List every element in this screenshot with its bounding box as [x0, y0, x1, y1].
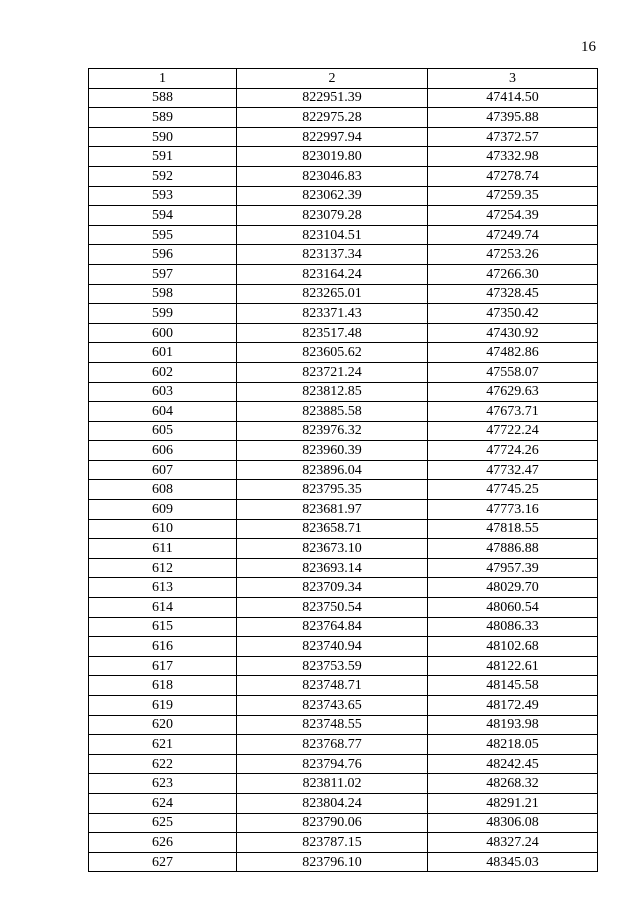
y-coordinate-cell: 48145.58	[428, 676, 598, 696]
y-coordinate-cell: 48291.21	[428, 793, 598, 813]
point-number-cell: 623	[89, 774, 237, 794]
x-coordinate-cell: 823795.35	[237, 480, 428, 500]
y-coordinate-cell: 47253.26	[428, 245, 598, 265]
table-row	[89, 480, 598, 500]
point-number-cell: 617	[89, 656, 237, 676]
x-coordinate-cell: 823790.06	[237, 813, 428, 833]
point-number-cell: 608	[89, 480, 237, 500]
point-number-cell: 613	[89, 578, 237, 598]
x-coordinate-cell: 823605.62	[237, 343, 428, 363]
point-number-cell: 621	[89, 735, 237, 755]
y-coordinate-cell: 47278.74	[428, 166, 598, 186]
table-header	[89, 69, 598, 89]
y-coordinate-cell: 47732.47	[428, 460, 598, 480]
y-coordinate-cell: 47673.71	[428, 402, 598, 422]
point-number-cell: 594	[89, 206, 237, 226]
point-number-cell: 606	[89, 441, 237, 461]
x-coordinate-cell: 823721.24	[237, 362, 428, 382]
point-number-cell: 610	[89, 519, 237, 539]
point-number-cell: 614	[89, 598, 237, 618]
table-row	[89, 284, 598, 304]
x-coordinate-cell: 823693.14	[237, 558, 428, 578]
y-coordinate-cell: 48218.05	[428, 735, 598, 755]
x-coordinate-cell: 823812.85	[237, 382, 428, 402]
header-cell-x-coordinate: 2	[237, 69, 428, 89]
point-number-cell: 622	[89, 754, 237, 774]
point-number-cell: 588	[89, 88, 237, 108]
x-coordinate-cell: 823976.32	[237, 421, 428, 441]
y-coordinate-cell: 47818.55	[428, 519, 598, 539]
point-number-cell: 616	[89, 637, 237, 657]
table-row	[89, 460, 598, 480]
y-coordinate-cell: 48242.45	[428, 754, 598, 774]
table-row	[89, 578, 598, 598]
table-row	[89, 656, 598, 676]
point-number-cell: 598	[89, 284, 237, 304]
y-coordinate-cell: 47558.07	[428, 362, 598, 382]
y-coordinate-cell: 47259.35	[428, 186, 598, 206]
point-number-cell: 590	[89, 127, 237, 147]
point-number-cell: 612	[89, 558, 237, 578]
table-row	[89, 343, 598, 363]
table-row	[89, 754, 598, 774]
table-row	[89, 519, 598, 539]
table-row	[89, 696, 598, 716]
header-cell-y-coordinate: 3	[428, 69, 598, 89]
table-row	[89, 108, 598, 128]
y-coordinate-cell: 47773.16	[428, 500, 598, 520]
table-row	[89, 225, 598, 245]
table-row	[89, 676, 598, 696]
y-coordinate-cell: 47414.50	[428, 88, 598, 108]
table-row	[89, 362, 598, 382]
x-coordinate-cell: 823960.39	[237, 441, 428, 461]
y-coordinate-cell: 47722.24	[428, 421, 598, 441]
x-coordinate-cell: 823062.39	[237, 186, 428, 206]
x-coordinate-cell: 823750.54	[237, 598, 428, 618]
y-coordinate-cell: 47886.88	[428, 539, 598, 559]
y-coordinate-cell: 47254.39	[428, 206, 598, 226]
y-coordinate-cell: 47332.98	[428, 147, 598, 167]
y-coordinate-cell: 48268.32	[428, 774, 598, 794]
table-row	[89, 539, 598, 559]
x-coordinate-cell: 823079.28	[237, 206, 428, 226]
y-coordinate-cell: 48029.70	[428, 578, 598, 598]
x-coordinate-cell: 823104.51	[237, 225, 428, 245]
table-row	[89, 637, 598, 657]
header-cell-point-number: 1	[89, 69, 237, 89]
x-coordinate-cell: 823748.55	[237, 715, 428, 735]
table-row	[89, 88, 598, 108]
point-number-cell: 626	[89, 833, 237, 853]
y-coordinate-cell: 48345.03	[428, 852, 598, 872]
y-coordinate-cell: 47482.86	[428, 343, 598, 363]
y-coordinate-cell: 47957.39	[428, 558, 598, 578]
x-coordinate-cell: 823743.65	[237, 696, 428, 716]
x-coordinate-cell: 822951.39	[237, 88, 428, 108]
table-body	[89, 88, 598, 872]
point-number-cell: 625	[89, 813, 237, 833]
point-number-cell: 591	[89, 147, 237, 167]
y-coordinate-cell: 48193.98	[428, 715, 598, 735]
point-number-cell: 609	[89, 500, 237, 520]
x-coordinate-cell: 823768.77	[237, 735, 428, 755]
y-coordinate-cell: 47372.57	[428, 127, 598, 147]
table-row	[89, 774, 598, 794]
point-number-cell: 615	[89, 617, 237, 637]
point-number-cell: 593	[89, 186, 237, 206]
page-number: 16	[581, 39, 596, 55]
x-coordinate-cell: 823265.01	[237, 284, 428, 304]
y-coordinate-cell: 48086.33	[428, 617, 598, 637]
y-coordinate-cell: 47745.25	[428, 480, 598, 500]
y-coordinate-cell: 48102.68	[428, 637, 598, 657]
point-number-cell: 627	[89, 852, 237, 872]
table-row	[89, 813, 598, 833]
point-number-cell: 620	[89, 715, 237, 735]
y-coordinate-cell: 48060.54	[428, 598, 598, 618]
x-coordinate-cell: 823885.58	[237, 402, 428, 422]
table-row	[89, 402, 598, 422]
table-row	[89, 500, 598, 520]
table-row	[89, 441, 598, 461]
point-number-cell: 601	[89, 343, 237, 363]
x-coordinate-cell: 823787.15	[237, 833, 428, 853]
point-number-cell: 595	[89, 225, 237, 245]
table-row	[89, 852, 598, 872]
table-row	[89, 617, 598, 637]
y-coordinate-cell: 47395.88	[428, 108, 598, 128]
x-coordinate-cell: 822975.28	[237, 108, 428, 128]
point-number-cell: 589	[89, 108, 237, 128]
table-row	[89, 793, 598, 813]
table-row	[89, 382, 598, 402]
point-number-cell: 599	[89, 304, 237, 324]
header-row	[89, 69, 598, 89]
table-row	[89, 715, 598, 735]
x-coordinate-cell: 823673.10	[237, 539, 428, 559]
table-row	[89, 598, 598, 618]
point-number-cell: 618	[89, 676, 237, 696]
y-coordinate-cell: 47350.42	[428, 304, 598, 324]
table-row	[89, 323, 598, 343]
point-number-cell: 607	[89, 460, 237, 480]
x-coordinate-cell: 823740.94	[237, 637, 428, 657]
x-coordinate-cell: 823046.83	[237, 166, 428, 186]
point-number-cell: 600	[89, 323, 237, 343]
table-row	[89, 558, 598, 578]
y-coordinate-cell: 47249.74	[428, 225, 598, 245]
table-row	[89, 186, 598, 206]
x-coordinate-cell: 823804.24	[237, 793, 428, 813]
point-number-cell: 596	[89, 245, 237, 265]
point-number-cell: 603	[89, 382, 237, 402]
table-row	[89, 206, 598, 226]
table-row	[89, 735, 598, 755]
x-coordinate-cell: 823794.76	[237, 754, 428, 774]
x-coordinate-cell: 823811.02	[237, 774, 428, 794]
table-row	[89, 833, 598, 853]
table-row	[89, 264, 598, 284]
y-coordinate-cell: 47266.30	[428, 264, 598, 284]
y-coordinate-cell: 47328.45	[428, 284, 598, 304]
x-coordinate-cell: 823681.97	[237, 500, 428, 520]
y-coordinate-cell: 47430.92	[428, 323, 598, 343]
point-number-cell: 602	[89, 362, 237, 382]
point-number-cell: 597	[89, 264, 237, 284]
y-coordinate-cell: 47629.63	[428, 382, 598, 402]
x-coordinate-cell: 823658.71	[237, 519, 428, 539]
y-coordinate-cell: 48122.61	[428, 656, 598, 676]
x-coordinate-cell: 823371.43	[237, 304, 428, 324]
x-coordinate-cell: 823709.34	[237, 578, 428, 598]
point-number-cell: 624	[89, 793, 237, 813]
x-coordinate-cell: 823896.04	[237, 460, 428, 480]
x-coordinate-cell: 823137.34	[237, 245, 428, 265]
point-number-cell: 605	[89, 421, 237, 441]
x-coordinate-cell: 823164.24	[237, 264, 428, 284]
x-coordinate-cell: 823019.80	[237, 147, 428, 167]
point-number-cell: 592	[89, 166, 237, 186]
y-coordinate-cell: 48327.24	[428, 833, 598, 853]
y-coordinate-cell: 48172.49	[428, 696, 598, 716]
y-coordinate-cell: 47724.26	[428, 441, 598, 461]
x-coordinate-cell: 823753.59	[237, 656, 428, 676]
table-row	[89, 245, 598, 265]
point-number-cell: 604	[89, 402, 237, 422]
table-row	[89, 127, 598, 147]
point-number-cell: 619	[89, 696, 237, 716]
x-coordinate-cell: 823517.48	[237, 323, 428, 343]
x-coordinate-cell: 823796.10	[237, 852, 428, 872]
x-coordinate-cell: 823764.84	[237, 617, 428, 637]
table-row	[89, 147, 598, 167]
x-coordinate-cell: 823748.71	[237, 676, 428, 696]
x-coordinate-cell: 822997.94	[237, 127, 428, 147]
point-number-cell: 611	[89, 539, 237, 559]
coordinates-table	[88, 68, 598, 872]
y-coordinate-cell: 48306.08	[428, 813, 598, 833]
table-row	[89, 304, 598, 324]
table-row	[89, 166, 598, 186]
table-row	[89, 421, 598, 441]
